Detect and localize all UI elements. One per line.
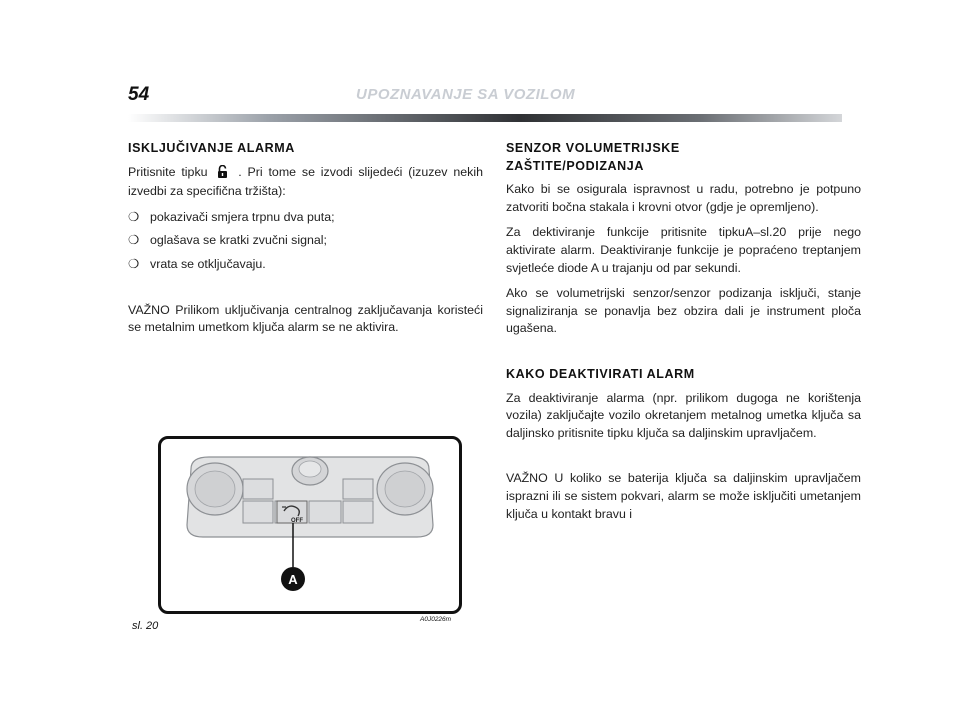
paragraph-battery-note: VAŽNO U koliko se baterija ključa sa daljinskim upravljačem isprazni ili se sistem pokvari, alarm se može isključiti umetanjem ključa u kontakt bravu i (506, 471, 861, 521)
intro-paragraph (128, 164, 483, 201)
heading-volumetric-sensor (506, 140, 861, 175)
bullet-list (128, 209, 483, 274)
paragraph-deactivate-alarm: Za deaktiviranje alarma (npr. prilikom dugoga ne korištenja vozila) zaključajte vozilo okretanjem metalnog umetka ključa sa daljinsko pritisnite tipku ključa sa daljinskim upravljačem. (506, 390, 861, 440)
unlock-icon (217, 165, 228, 184)
intro-text-before: Pritisnite tipku (128, 164, 208, 179)
spacer (506, 450, 861, 470)
list-item-text: pokazivači smjera trpnu dva puta; (150, 209, 335, 224)
bullet-icon: ❍ (128, 256, 140, 271)
heading-line-1: SENZOR VOLUMETRIJSKE (506, 141, 680, 155)
figure-20 (158, 436, 462, 614)
list-item-text: vrata se otključavaju. (150, 256, 266, 271)
paragraph-windows: Kako bi se osigurala ispravnost u radu, potrebno je potpuno zatvoriti bočna stakala i krovni otvor (gdje je opremljeno). (506, 182, 861, 214)
header-rule (128, 114, 842, 122)
important-note: VAŽNO Prilikom uključivanja centralnog zaključavanja koristeći se metalnim umetkom ključa alarm se ne aktivira. (128, 302, 483, 335)
list-item (128, 209, 483, 227)
left-column (128, 140, 483, 345)
list-item (128, 256, 483, 274)
right-column (506, 140, 861, 531)
intro-text-after: . Pri tome se izvodi slijedeći (izuzev nekih izvedbi za specifična tržišta): (128, 164, 483, 199)
paragraph-sensor-off: Ako se volumetrijski senzor/senzor podizanja isključi, stanje signaliziranja se ponavlja bez obzira dali je instrument ploča ugašena. (506, 286, 861, 336)
page-number: 54 (128, 84, 150, 105)
heading-line-2: ZAŠTITE/PODIZANJA (506, 158, 644, 173)
heading-deactivate-alarm: KAKO DEAKTIVIRATI ALARM (506, 366, 695, 381)
figure-caption: sl. 20 (132, 620, 159, 632)
spacer (506, 346, 861, 366)
bullet-icon: ❍ (128, 233, 140, 248)
figure-code: A0J0226m (420, 616, 452, 623)
list-item (128, 232, 483, 250)
callout-label: A (288, 572, 298, 587)
paragraph-deactivate-function: Za dektiviranje funkcije pritisnite tipkuA–sl.20 prije nego aktivirate alarm. Deaktiviranje funkcije je popraćeno treptanjem svjetleće diode A u trajanju od par sekundi. (506, 225, 861, 275)
list-item-text: oglašava se kratki zvučni signal; (150, 233, 327, 248)
roof-console-illustration (161, 439, 459, 611)
bullet-icon: ❍ (128, 209, 140, 224)
heading-disable-alarm: ISKLJUČIVANJE ALARMA (128, 141, 295, 155)
section-title: UPOZNAVANJE SA VOZILOM (356, 86, 576, 103)
off-label: OFF (291, 518, 303, 524)
